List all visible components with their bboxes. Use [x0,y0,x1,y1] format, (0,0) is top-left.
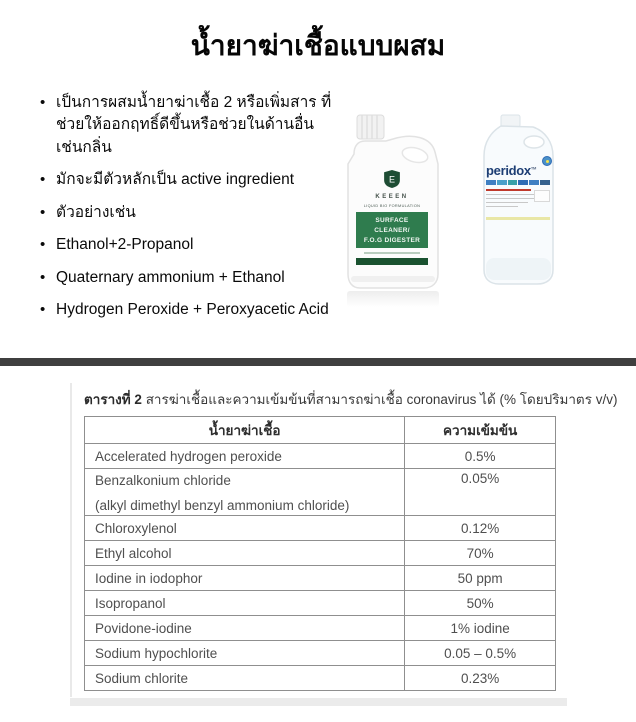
disinfectant-name: Benzalkonium chloride [95,473,231,488]
fineprint-line [486,198,537,199]
table-header-row [85,417,556,444]
disinfectant-name-detail: (alkyl dimethyl benzyl ammonium chloride) [95,498,350,513]
table-row [85,641,556,666]
table-snippet-shadow [70,698,567,706]
product-image-peridox [477,112,559,290]
keen-label [356,170,428,265]
table-body [85,444,556,691]
table-row [85,666,556,691]
concentration-cell: 0.23% [405,666,556,691]
bullet-list [40,92,336,332]
table-snippet [70,383,618,697]
disinfectant-name-cell [85,591,405,616]
bullet-text: Ethanol+2-Propanol [56,236,194,254]
keen-label-line2: F.O.G DIGESTER [363,236,421,244]
peridox-label [486,164,550,220]
table-row [85,541,556,566]
bullet-text: เป็นการผสมน้ำยาฆ่าเชื้อ 2 หรือเพิ่มสาร ที่ช่วยให้ออกฤทธิ์ดีขึ้นหรือช่วยในด้านอื่น เช่นกลิ่น [56,94,332,156]
svg-text:E: E [388,174,396,185]
concentration-cell: 0.12% [405,516,556,541]
disinfectant-name: Iodine in iodophor [95,570,203,586]
keen-fineprint-line [364,252,420,254]
column-header-disinfectant: น้ำยาฆ่าเชื้อ [85,417,405,444]
page-title: น้ำยาฆ่าเชื้อแบบผสม [190,30,446,61]
disinfectant-name: Chloroxylenol [95,520,177,536]
table-row [85,616,556,641]
shield-icon [384,170,400,188]
fineprint-line [486,206,518,207]
disinfectant-name-cell [85,566,405,591]
bullet-text: Quaternary ammonium + Ethanol [56,268,285,286]
disinfectant-name-cell [85,516,405,541]
bottle-reflection [347,291,439,307]
fineprint-line [486,202,528,203]
disinfectant-name-cell [85,469,405,516]
disinfectant-name-cell [85,541,405,566]
disinfectant-name: Sodium chlorite [95,670,189,686]
bullet-item [40,92,336,159]
table-caption-number: ตารางที่ 2 [84,392,142,407]
table-row [85,444,556,469]
bullet-item [40,267,336,289]
peridox-color-stripe [486,180,550,185]
section-divider [0,358,636,366]
disinfectant-table [84,416,556,691]
label-inset-box [534,190,550,202]
disinfectant-name-cell [85,666,405,691]
concentration-cell: 1% iodine [405,616,556,641]
trademark-mark: TM [530,165,537,171]
keen-dark-band [356,258,428,265]
bullet-item [40,202,336,224]
concentration-cell: 50% [405,591,556,616]
table-row [85,469,556,516]
keen-brand-text: KEEEN [375,194,409,200]
disinfectant-name: Povidone-iodine [95,620,192,636]
disinfectant-name: Sodium hypochlorite [95,645,218,661]
concentration-cell: 70% [405,541,556,566]
disinfectant-name: Isopropanol [95,595,166,611]
table-caption [84,388,617,410]
peridox-yellow-stripe [486,217,550,220]
bullet-item [40,299,336,321]
product-image-keen [341,110,445,296]
bottle-handle-hole [524,136,544,148]
disinfectant-name-cell [85,444,405,469]
peridox-warning-line [486,189,531,191]
disinfectant-name: Accelerated hydrogen peroxide [95,448,282,464]
bullet-text: ตัวอย่างเช่น [56,203,136,221]
bottle-cap [357,115,384,139]
bottle-cap [501,115,520,127]
bullet-text: มักจะมีตัวหลักเป็น active ingredient [56,171,295,189]
table-row [85,516,556,541]
bullet-item [40,169,336,191]
keen-tagline-text: LIQUID BIO FORMULATION [363,203,421,208]
concentration-cell: 0.05% [405,469,556,516]
bullet-item [40,234,336,256]
column-header-concentration: ความเข้มข้น [405,417,556,444]
keen-label-line1: SURFACE CLEANER/ [374,217,410,234]
disinfectant-name: Ethyl alcohol [95,545,172,561]
table-caption-text: สารฆ่าเชื้อและความเข้มข้นที่สามารถฆ่าเชื้อ coronavirus ได้ (% โดยปริมาตร v/v) [141,392,618,407]
concentration-cell: 50 ppm [405,566,556,591]
keen-product-name [356,212,428,248]
peridox-brand-text [486,164,550,177]
table-row [85,591,556,616]
bullet-text: Hydrogen Peroxide + Peroxyacetic Acid [56,301,329,319]
disinfectant-name-cell [85,641,405,666]
concentration-cell: 0.5% [405,444,556,469]
peridox-brand-word: peridox [486,163,531,178]
table-row [85,566,556,591]
disinfectant-name-cell [85,616,405,641]
concentration-cell: 0.05 – 0.5% [405,641,556,666]
